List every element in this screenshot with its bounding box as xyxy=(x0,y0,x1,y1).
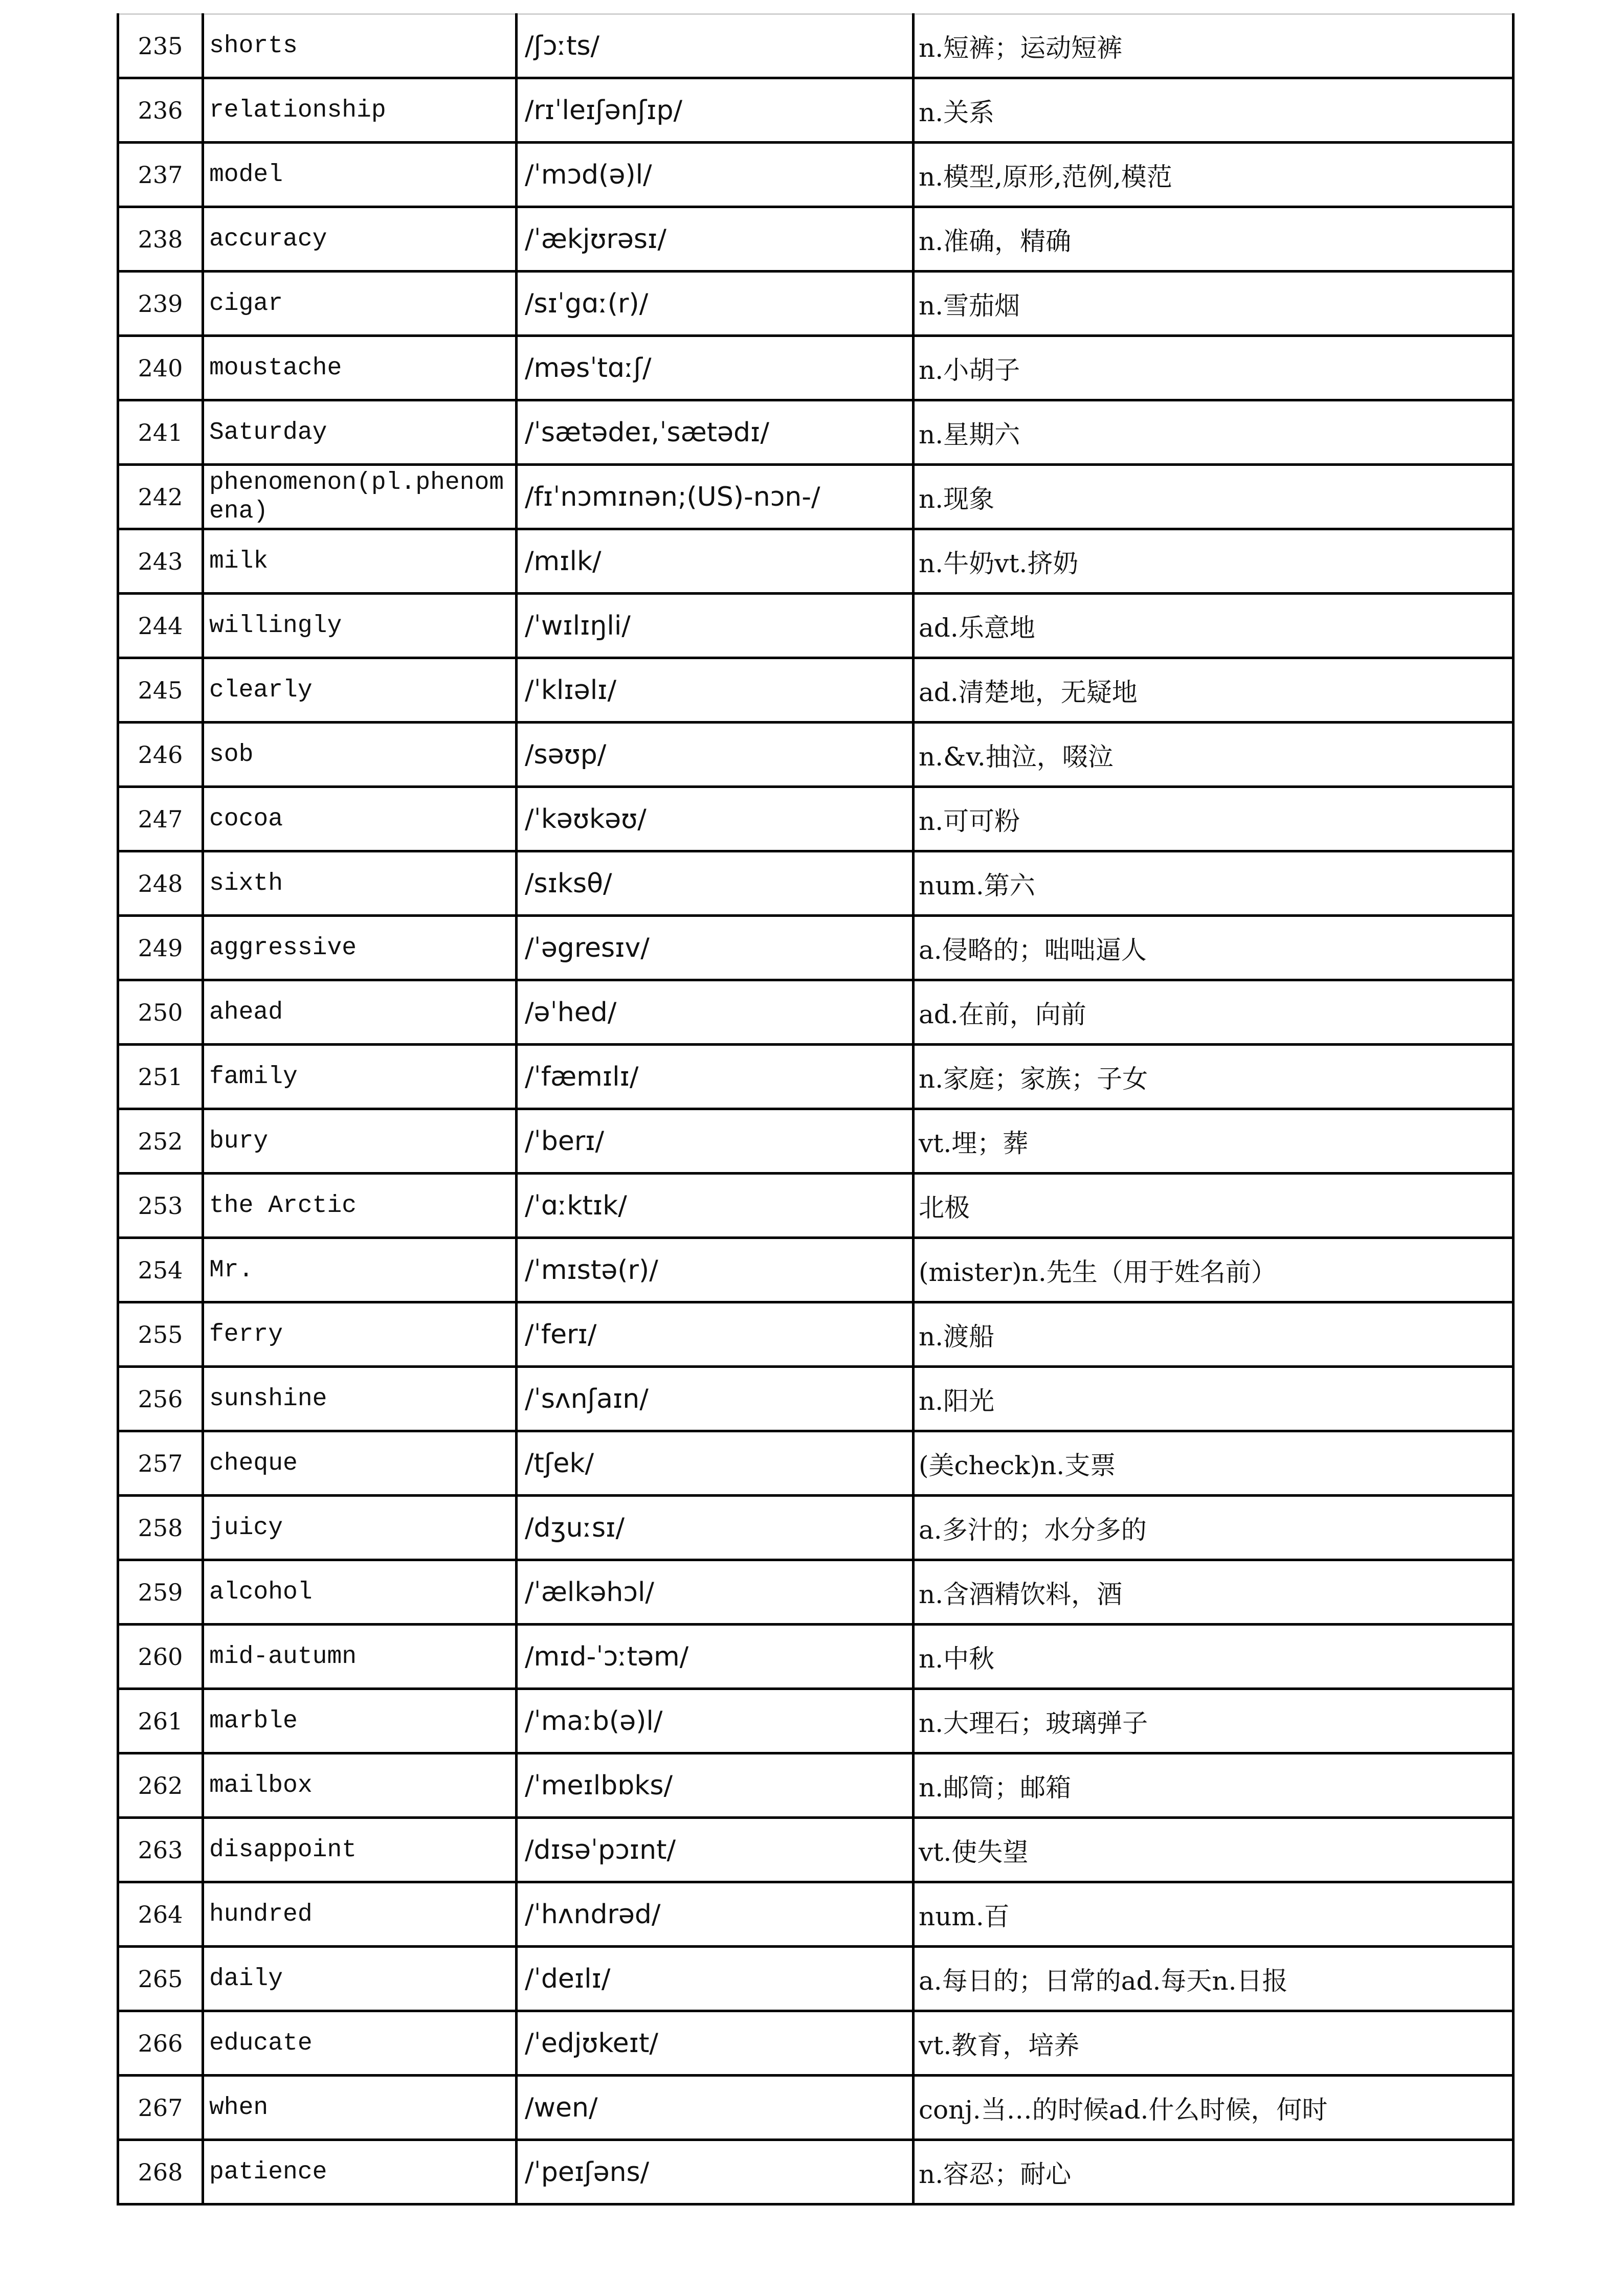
table-row xyxy=(118,1947,1514,2011)
table-row xyxy=(118,1560,1514,1625)
row-number: 250 xyxy=(118,980,203,1045)
word-cell: cheque xyxy=(203,1431,517,1496)
table-row xyxy=(118,916,1514,980)
phonetic-cell: /ˈsʌnʃaɪn/ xyxy=(517,1367,914,1431)
row-number: 251 xyxy=(118,1045,203,1109)
word-cell: cocoa xyxy=(203,787,517,851)
row-number: 243 xyxy=(118,529,203,594)
phonetic-cell: /ˈəgresɪv/ xyxy=(517,916,914,980)
phonetic-cell: /ˈmɔd(ə)l/ xyxy=(517,143,914,207)
table-row xyxy=(118,207,1514,272)
word-cell: when xyxy=(203,2076,517,2140)
table-row xyxy=(118,1882,1514,1947)
row-number: 257 xyxy=(118,1431,203,1496)
definition-cell: n.小胡子 xyxy=(914,336,1514,400)
table-row xyxy=(118,2076,1514,2140)
row-number: 237 xyxy=(118,143,203,207)
definition-cell: n.阳光 xyxy=(914,1367,1514,1431)
phonetic-cell: /məsˈtɑːʃ/ xyxy=(517,336,914,400)
phonetic-cell: /ˈfæmɪlɪ/ xyxy=(517,1045,914,1109)
definition-cell: n.雪茄烟 xyxy=(914,272,1514,336)
definition-cell: 北极 xyxy=(914,1174,1514,1238)
phonetic-cell: /ˈpeɪʃəns/ xyxy=(517,2140,914,2204)
word-cell: family xyxy=(203,1045,517,1109)
definition-cell: n.可可粉 xyxy=(914,787,1514,851)
phonetic-cell: /ˈferɪ/ xyxy=(517,1302,914,1367)
table-row xyxy=(118,400,1514,465)
table-row xyxy=(118,658,1514,723)
definition-cell: n.含酒精饮料，酒 xyxy=(914,1560,1514,1625)
table-row xyxy=(118,14,1514,78)
word-cell: sob xyxy=(203,723,517,787)
table-row xyxy=(118,1753,1514,1818)
definition-cell: (mister)n.先生（用于姓名前） xyxy=(914,1238,1514,1302)
row-number: 238 xyxy=(118,207,203,272)
table-row xyxy=(118,2011,1514,2076)
row-number: 254 xyxy=(118,1238,203,1302)
phonetic-cell: /ˈmeɪlbɒks/ xyxy=(517,1753,914,1818)
phonetic-cell: /tʃek/ xyxy=(517,1431,914,1496)
table-row xyxy=(118,1496,1514,1560)
phonetic-cell: /ˈɑːktɪk/ xyxy=(517,1174,914,1238)
definition-cell: a.多汁的；水分多的 xyxy=(914,1496,1514,1560)
phonetic-cell: /ˈmɪstə(r)/ xyxy=(517,1238,914,1302)
table-row xyxy=(118,1689,1514,1753)
row-number: 266 xyxy=(118,2011,203,2076)
word-cell: sixth xyxy=(203,851,517,916)
definition-cell: n.渡船 xyxy=(914,1302,1514,1367)
definition-cell: num.第六 xyxy=(914,851,1514,916)
table-row xyxy=(118,1174,1514,1238)
phonetic-cell: /ˈdeɪlɪ/ xyxy=(517,1947,914,2011)
table-row xyxy=(118,78,1514,143)
word-cell: clearly xyxy=(203,658,517,723)
definition-cell: (美check)n.支票 xyxy=(914,1431,1514,1496)
row-number: 265 xyxy=(118,1947,203,2011)
phonetic-cell: /ʃɔːts/ xyxy=(517,14,914,78)
table-row xyxy=(118,594,1514,658)
phonetic-cell: /ˈælkəhɔl/ xyxy=(517,1560,914,1625)
word-cell: willingly xyxy=(203,594,517,658)
table-row xyxy=(118,1238,1514,1302)
row-number: 263 xyxy=(118,1818,203,1882)
row-number: 244 xyxy=(118,594,203,658)
phonetic-cell: /ˈkəʊkəʊ/ xyxy=(517,787,914,851)
definition-cell: n.中秋 xyxy=(914,1625,1514,1689)
row-number: 246 xyxy=(118,723,203,787)
word-cell: bury xyxy=(203,1109,517,1174)
word-cell: relationship xyxy=(203,78,517,143)
word-cell: marble xyxy=(203,1689,517,1753)
phonetic-cell: /fɪˈnɔmɪnən;(US)-nɔn-/ xyxy=(517,465,914,529)
phonetic-cell: /dɪsəˈpɔɪnt/ xyxy=(517,1818,914,1882)
word-cell: accuracy xyxy=(203,207,517,272)
row-number: 235 xyxy=(118,14,203,78)
word-cell: model xyxy=(203,143,517,207)
row-number: 241 xyxy=(118,400,203,465)
definition-cell: n.牛奶vt.挤奶 xyxy=(914,529,1514,594)
table-row xyxy=(118,465,1514,529)
word-cell: Saturday xyxy=(203,400,517,465)
definition-cell: n.家庭；家族；子女 xyxy=(914,1045,1514,1109)
word-cell: daily xyxy=(203,1947,517,2011)
word-cell: milk xyxy=(203,529,517,594)
word-cell: phenomenon(pl.phenomena) xyxy=(203,465,517,529)
row-number: 236 xyxy=(118,78,203,143)
word-cell: alcohol xyxy=(203,1560,517,1625)
row-number: 240 xyxy=(118,336,203,400)
table-row xyxy=(118,851,1514,916)
phonetic-cell: /sɪksθ/ xyxy=(517,851,914,916)
table-row xyxy=(118,1431,1514,1496)
phonetic-cell: /əˈhed/ xyxy=(517,980,914,1045)
word-cell: ahead xyxy=(203,980,517,1045)
phonetic-cell: /ˈedjʊkeɪt/ xyxy=(517,2011,914,2076)
phonetic-cell: /ˈækjʊrəsɪ/ xyxy=(517,207,914,272)
table-row xyxy=(118,980,1514,1045)
row-number: 260 xyxy=(118,1625,203,1689)
table-row xyxy=(118,1818,1514,1882)
phonetic-cell: /sɪˈgɑː(r)/ xyxy=(517,272,914,336)
definition-cell: n.模型,原形,范例,模范 xyxy=(914,143,1514,207)
table-row xyxy=(118,143,1514,207)
row-number: 261 xyxy=(118,1689,203,1753)
row-number: 247 xyxy=(118,787,203,851)
definition-cell: ad.清楚地，无疑地 xyxy=(914,658,1514,723)
definition-cell: num.百 xyxy=(914,1882,1514,1947)
definition-cell: n.短裤；运动短裤 xyxy=(914,14,1514,78)
definition-cell: n.容忍；耐心 xyxy=(914,2140,1514,2204)
row-number: 259 xyxy=(118,1560,203,1625)
word-cell: educate xyxy=(203,2011,517,2076)
word-cell: mailbox xyxy=(203,1753,517,1818)
definition-cell: a.每日的；日常的ad.每天n.日报 xyxy=(914,1947,1514,2011)
word-cell: juicy xyxy=(203,1496,517,1560)
word-cell: cigar xyxy=(203,272,517,336)
table-row xyxy=(118,1045,1514,1109)
row-number: 264 xyxy=(118,1882,203,1947)
row-number: 245 xyxy=(118,658,203,723)
word-cell: patience xyxy=(203,2140,517,2204)
phonetic-cell: /mɪd-ˈɔːtəm/ xyxy=(517,1625,914,1689)
table-row xyxy=(118,787,1514,851)
vocabulary-table-body xyxy=(118,14,1514,2204)
word-cell: moustache xyxy=(203,336,517,400)
phonetic-cell: /səʊp/ xyxy=(517,723,914,787)
definition-cell: ad.在前，向前 xyxy=(914,980,1514,1045)
table-row xyxy=(118,1109,1514,1174)
word-cell: disappoint xyxy=(203,1818,517,1882)
phonetic-cell: /ˈsætədeɪ,ˈsætədɪ/ xyxy=(517,400,914,465)
row-number: 242 xyxy=(118,465,203,529)
phonetic-cell: /mɪlk/ xyxy=(517,529,914,594)
vocabulary-table xyxy=(117,13,1515,2205)
table-row xyxy=(118,723,1514,787)
table-row xyxy=(118,1302,1514,1367)
definition-cell: conj.当…的时候ad.什么时候，何时 xyxy=(914,2076,1514,2140)
definition-cell: vt.教育，培养 xyxy=(914,2011,1514,2076)
table-row xyxy=(118,1367,1514,1431)
definition-cell: n.&v.抽泣，啜泣 xyxy=(914,723,1514,787)
word-cell: hundred xyxy=(203,1882,517,1947)
phonetic-cell: /ˈberɪ/ xyxy=(517,1109,914,1174)
word-cell: aggressive xyxy=(203,916,517,980)
table-row xyxy=(118,336,1514,400)
row-number: 248 xyxy=(118,851,203,916)
definition-cell: vt.埋；葬 xyxy=(914,1109,1514,1174)
word-cell: ferry xyxy=(203,1302,517,1367)
phonetic-cell: /rɪˈleɪʃənʃɪp/ xyxy=(517,78,914,143)
word-cell: sunshine xyxy=(203,1367,517,1431)
phonetic-cell: /ˈhʌndrəd/ xyxy=(517,1882,914,1947)
row-number: 253 xyxy=(118,1174,203,1238)
phonetic-cell: /dʒuːsɪ/ xyxy=(517,1496,914,1560)
word-cell: mid-autumn xyxy=(203,1625,517,1689)
definition-cell: n.现象 xyxy=(914,465,1514,529)
table-row xyxy=(118,529,1514,594)
phonetic-cell: /ˈmaːb(ə)l/ xyxy=(517,1689,914,1753)
row-number: 268 xyxy=(118,2140,203,2204)
table-row xyxy=(118,1625,1514,1689)
row-number: 256 xyxy=(118,1367,203,1431)
definition-cell: n.大理石；玻璃弹子 xyxy=(914,1689,1514,1753)
phonetic-cell: /ˈklɪəlɪ/ xyxy=(517,658,914,723)
word-cell: the Arctic xyxy=(203,1174,517,1238)
row-number: 249 xyxy=(118,916,203,980)
definition-cell: vt.使失望 xyxy=(914,1818,1514,1882)
definition-cell: a.侵略的；咄咄逼人 xyxy=(914,916,1514,980)
word-cell: shorts xyxy=(203,14,517,78)
row-number: 239 xyxy=(118,272,203,336)
phonetic-cell: /wen/ xyxy=(517,2076,914,2140)
definition-cell: ad.乐意地 xyxy=(914,594,1514,658)
definition-cell: n.关系 xyxy=(914,78,1514,143)
table-row xyxy=(118,272,1514,336)
definition-cell: n.准确，精确 xyxy=(914,207,1514,272)
row-number: 262 xyxy=(118,1753,203,1818)
definition-cell: n.星期六 xyxy=(914,400,1514,465)
phonetic-cell: /ˈwɪlɪŋli/ xyxy=(517,594,914,658)
table-row xyxy=(118,2140,1514,2204)
row-number: 267 xyxy=(118,2076,203,2140)
row-number: 255 xyxy=(118,1302,203,1367)
row-number: 252 xyxy=(118,1109,203,1174)
row-number: 258 xyxy=(118,1496,203,1560)
definition-cell: n.邮筒；邮箱 xyxy=(914,1753,1514,1818)
word-cell: Mr. xyxy=(203,1238,517,1302)
